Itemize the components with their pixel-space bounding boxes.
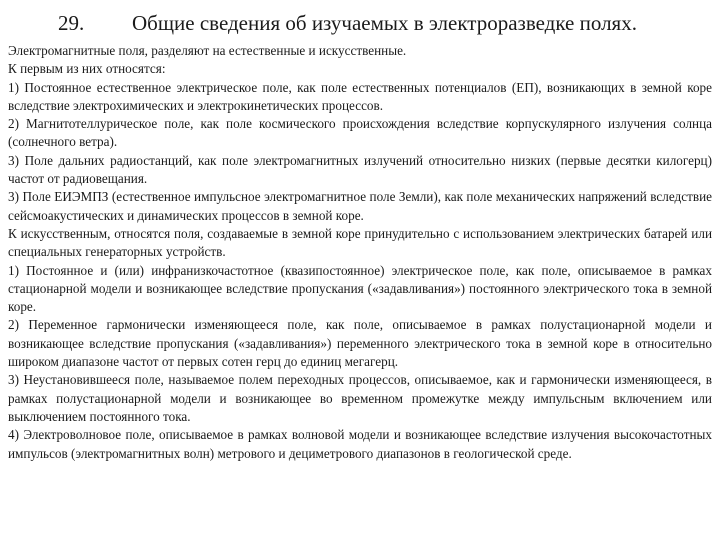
paragraph: 3) Поле дальних радиостанций, как поле электромагнитных излучений относительно низких (первые десятки килогерц) частот от радиовещания. [8,152,712,187]
paragraph: 3) Неустановившееся поле, называемое полем переходных процессов, описываемое, как и гармонически изменяющееся, в рамках полустационарной модели и возникающее во временном промежутке между импульсным включением или выключением постоянного тока. [8,372,712,424]
paragraph: 1) Постоянное естественное электрическое поле, как поле естественных потенциалов (ЕП), возникающих в земной коре вследствие электрохимических и электрокинетических процессов. [8,79,712,113]
slide-number: 29. [58,11,85,35]
paragraph: К первым из них относятся: [8,61,166,77]
paragraph: 2) Магнитотеллурическое поле, как поле космического происхождения вследствие корпускулярного излучения солнца (солнечного ветра). [8,116,712,150]
paragraph: 4) Электроволновое поле, описываемое в рамках волновой модели и возникающее вследствие излучения высокочастотных импульсов (электромагнитных волн) метрового и дециметрового диапазонов в геологической среде. [8,427,712,461]
paragraph: 1) Постоянное и (или) инфранизкочастотное (квазипостоянное) электрическое поле, как поле, описываемое в рамках стационарной модели и возникающее вследствие пропускания («задавливания») постоянного электрического тока в земной коре. [8,262,712,315]
paragraph: 3) Поле ЕИЭМПЗ (естественное импульсное электромагнитное поле Земли), как поле механических напряжений вследствие сейсмоакустических и динамических процессов в земной коре. [8,189,712,223]
slide-title-text: Общие сведения об изучаемых в электроразведке полях. [132,11,637,35]
paragraph: 2) Переменное гармонически изменяющееся поле, как поле, описываемое в рамках полустационарной модели и возникающее вследствие пропускания («задавливания») переменного электрического тока в земной коре в относительно широком диапазоне частот от первых сотен герц до единиц мегагерц. [8,317,712,370]
paragraph: Электромагнитные поля, разделяют на естественные и искусственные. [8,43,407,58]
slide-body [8,42,712,463]
paragraph: К искусственным, относятся поля, создаваемые в земной коре принудительно с использованием электрических батарей или специальных генераторных устройств. [8,225,712,260]
slide-title [8,10,712,36]
